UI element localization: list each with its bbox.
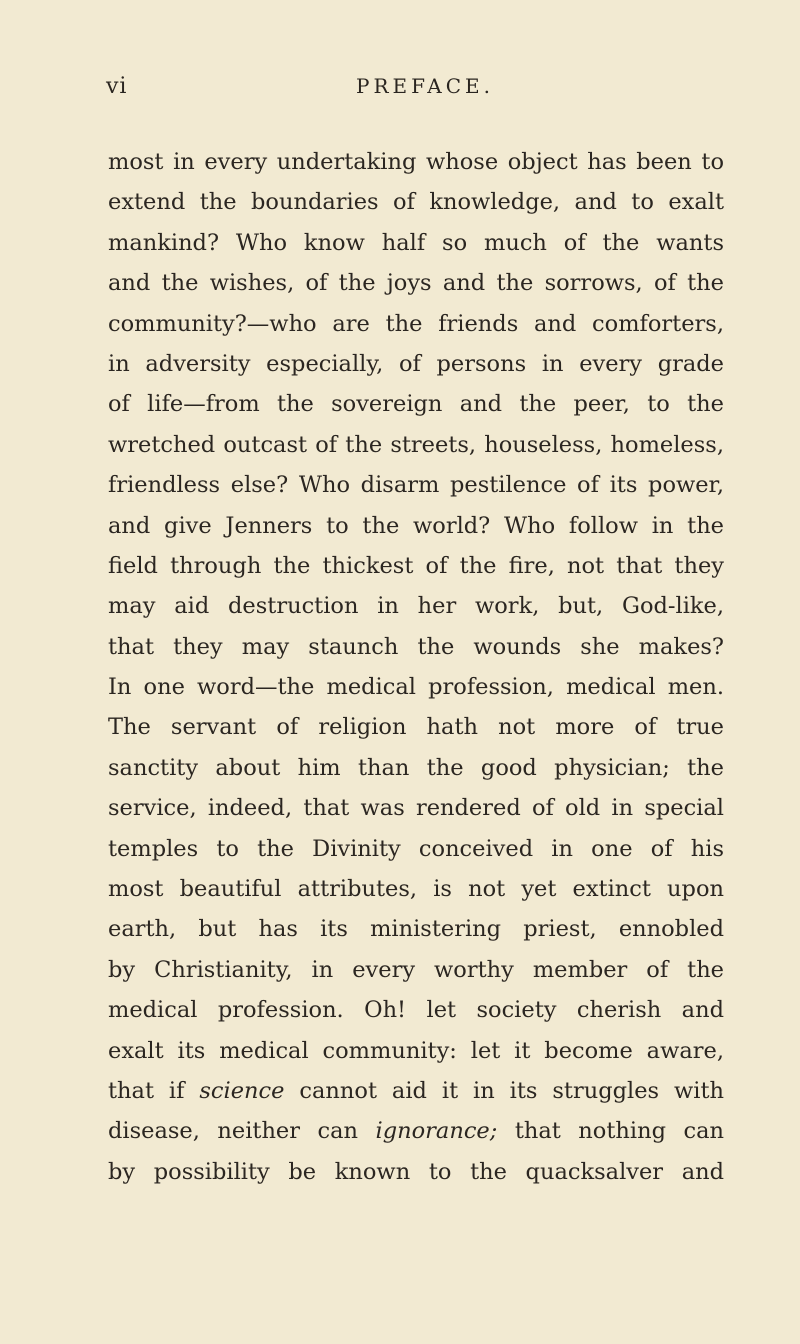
text-line: medical profession. Oh! let society cherish and (108, 997, 724, 1024)
running-head: PREFACE. (356, 74, 494, 98)
text-line: and give Jenners to the world? Who follow in the (108, 512, 724, 539)
text-line: service, indeed, that was rendered of old in special (108, 795, 724, 822)
text-line: extend the boundaries of knowledge, and to exalt (108, 189, 724, 216)
text-line: wretched outcast of the streets, houseless, homeless, (108, 431, 724, 458)
text-line: earth, but has its ministering priest, ennobled (108, 916, 724, 943)
text-line: exalt its medical community: let it become aware, (108, 1037, 724, 1064)
text-line (108, 1071, 724, 1111)
italic-word: ignorance; (375, 1118, 498, 1145)
text-line (108, 1111, 724, 1151)
text-line: The servant of religion hath not more of true (108, 714, 724, 741)
text-line: mankind? Who know half so much of the wants (108, 229, 724, 256)
text-run: that nothing can (497, 1118, 724, 1145)
text-line: friendless else? Who disarm pestilence of its power, (108, 472, 724, 499)
text-line: sanctity about him than the good physician; the (108, 754, 724, 781)
text-line: by possibility be known to the quacksalver and (108, 1158, 724, 1185)
text-run: disease, neither can (108, 1118, 376, 1145)
page-number: vi (106, 74, 128, 99)
text-line: in adversity especially, of persons in every grade (108, 350, 724, 377)
body-text (108, 142, 724, 1192)
text-line: and the wishes, of the joys and the sorrows, of the (108, 270, 724, 297)
text-line: of life—from the sovereign and the peer, to the (108, 391, 724, 418)
text-line: most in every undertaking whose object has been to (108, 149, 724, 175)
text-line: temples to the Divinity conceived in one of his (108, 835, 724, 862)
text-line: that they may staunch the wounds she makes? (108, 633, 724, 660)
text-line: most beautiful attributes, is not yet extinct upon (108, 876, 724, 903)
text-run: cannot aid it in its struggles with (284, 1077, 724, 1104)
text-line: In one word—the medical profession, medical men. (108, 674, 724, 701)
italic-word: science (199, 1077, 285, 1104)
text-line: community?—who are the friends and comforters, (108, 310, 724, 337)
page-header (106, 74, 714, 106)
text-line: by Christianity, in every worthy member of the (108, 956, 724, 983)
text-line: field through the thickest of the fire, not that they (108, 552, 724, 579)
text-run: that if (108, 1077, 200, 1104)
text-line: may aid destruction in her work, but, God-like, (108, 593, 724, 620)
